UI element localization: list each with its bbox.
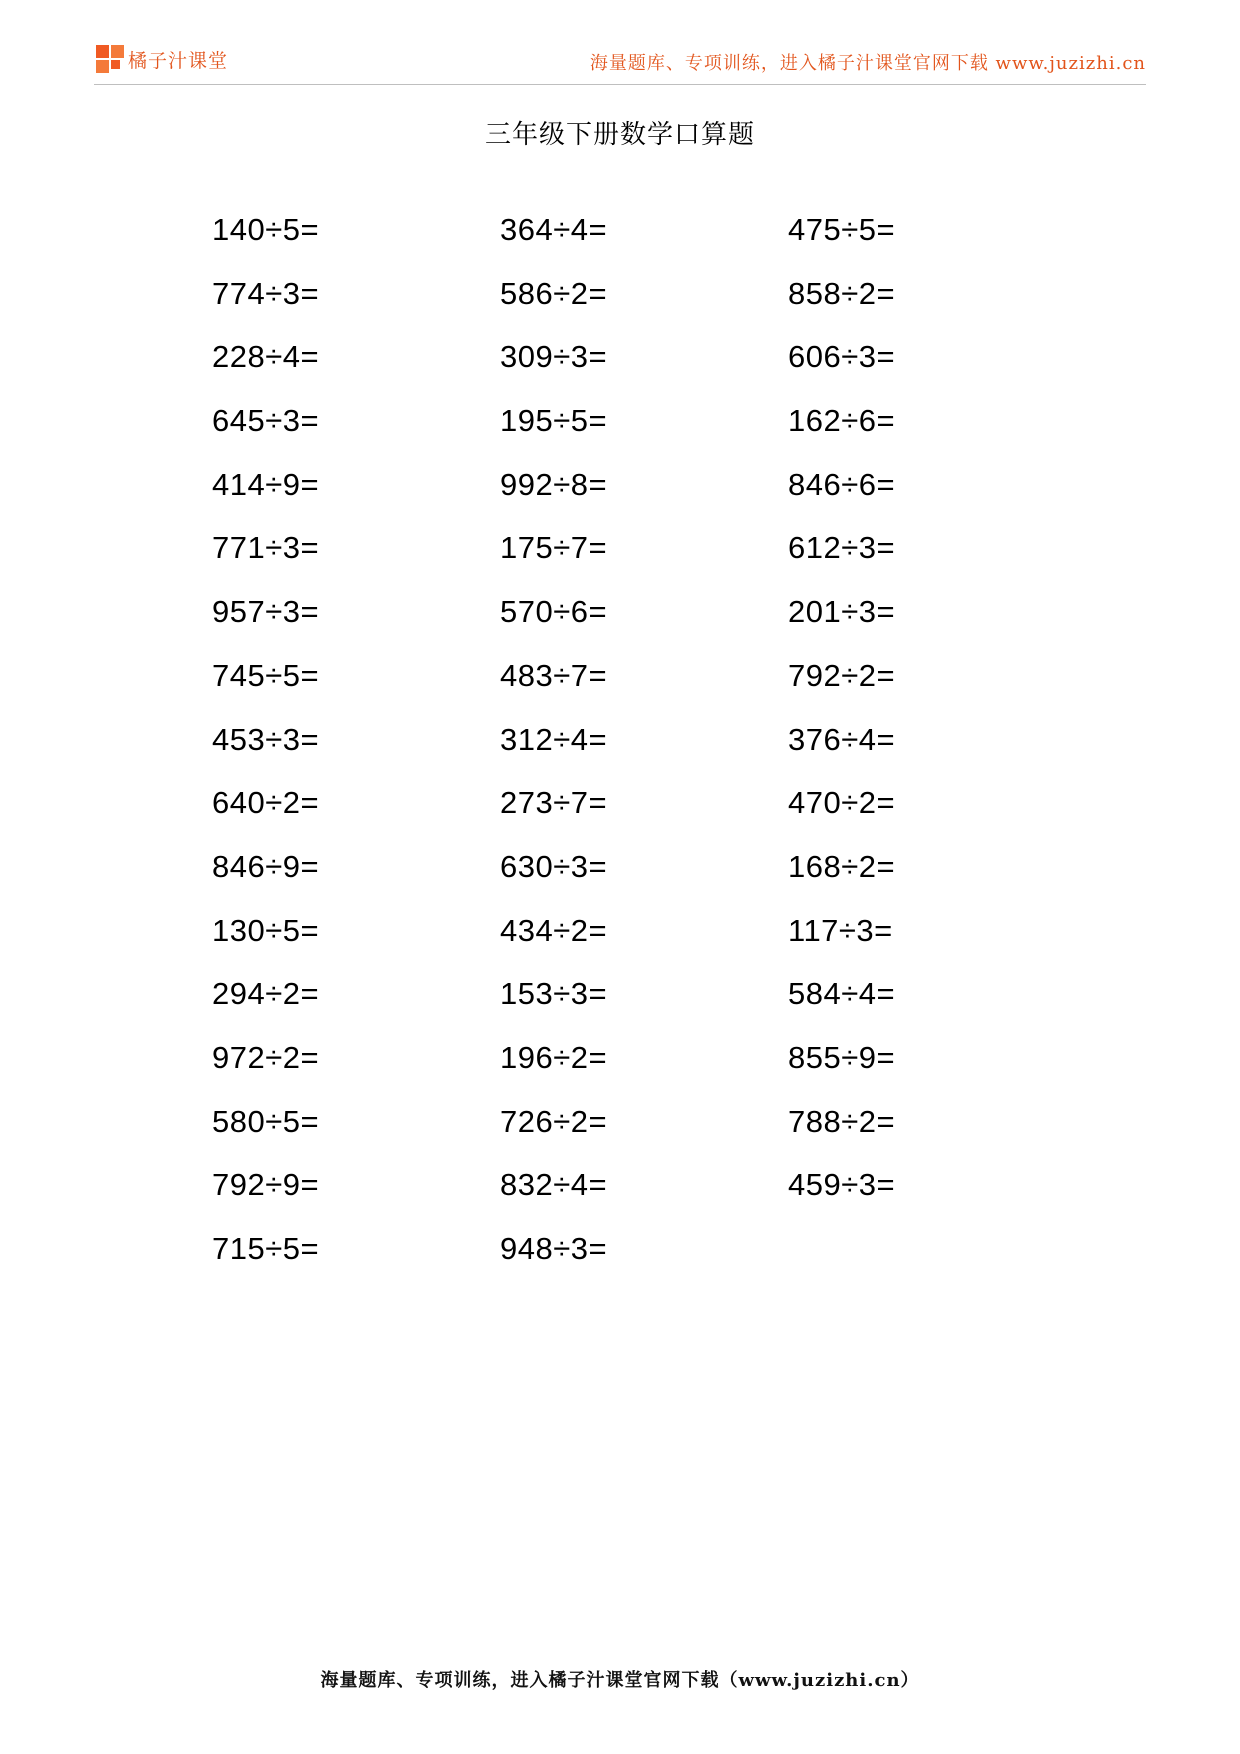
page-footer: 海量题库、专项训练，进入橘子汁课堂官网下载（www.juzizhi.cn） [320,1670,920,1691]
problem-item: 364÷4= [500,212,608,247]
logo-icon [96,45,124,73]
problem-item: 175÷7= [500,530,608,566]
problem-item: 645÷3= [212,403,320,439]
problem-item: 726÷2= [500,1103,608,1139]
problem-item: 846÷9= [212,848,320,884]
problem-item: 972÷2= [212,1039,320,1075]
problem-item: 832÷4= [500,1167,608,1203]
page-title: 三年级下册数学口算题 [484,120,755,150]
problem-item: 771÷3= [212,530,320,566]
problem-item: 992÷8= [500,466,608,502]
problem-item: 309÷3= [500,339,608,375]
problem-item: 470÷2= [788,785,896,821]
problem-item: 453÷3= [212,721,320,757]
problem-item: 612÷3= [788,530,896,566]
problem-item: 312÷4= [500,721,608,757]
header-slogan: 海量题库、专项训练，进入橘子汁课堂官网下载 www.juzizhi.cn [589,53,1146,74]
problem-item: 376÷4= [788,721,896,757]
problem-item: 117÷3= [788,912,893,948]
logo [96,44,228,74]
header-divider [94,84,1146,85]
problem-item: 715÷5= [212,1231,320,1266]
problem-grid [212,208,1112,1291]
problem-item: 855÷9= [788,1039,896,1075]
page-header [0,0,1240,90]
problem-item: 586÷2= [500,275,608,311]
problem-item: 584÷4= [788,976,896,1012]
problem-item: 201÷3= [788,594,896,630]
problem-item: 475÷5= [788,212,896,247]
problem-item: 788÷2= [788,1103,896,1139]
problem-item: 630÷3= [500,848,608,884]
problem-item: 774÷3= [212,275,320,311]
problem-item: 153÷3= [500,976,608,1012]
problem-item: 957÷3= [212,594,320,630]
problem-item: 196÷2= [500,1039,608,1075]
problem-item: 162÷6= [788,403,896,439]
problem-item: 846÷6= [788,466,896,502]
problem-item: 640÷2= [212,785,320,821]
problem-item: 745÷5= [212,657,320,693]
problem-item: 195÷5= [500,403,608,439]
problem-item: 273÷7= [500,785,608,821]
problem-item: 792÷2= [788,657,896,693]
problem-item: 140÷5= [212,212,320,247]
problem-item: 792÷9= [212,1167,320,1203]
problem-item: 168÷2= [788,848,896,884]
problem-item: 948÷3= [500,1231,608,1266]
problem-item: 294÷2= [212,976,320,1012]
logo-text: 橘子汁课堂 [128,49,229,72]
problem-item: 434÷2= [500,912,608,948]
problem-item: 228÷4= [212,339,320,375]
problem-item: 483÷7= [500,657,608,693]
problem-item: 130÷5= [212,912,320,948]
problem-item: 606÷3= [788,339,896,375]
problem-item: 414÷9= [212,466,320,502]
problem-item: 459÷3= [788,1167,896,1203]
problem-item: 570÷6= [500,594,608,630]
problem-item: 580÷5= [212,1103,320,1139]
problem-item: 858÷2= [788,275,896,311]
